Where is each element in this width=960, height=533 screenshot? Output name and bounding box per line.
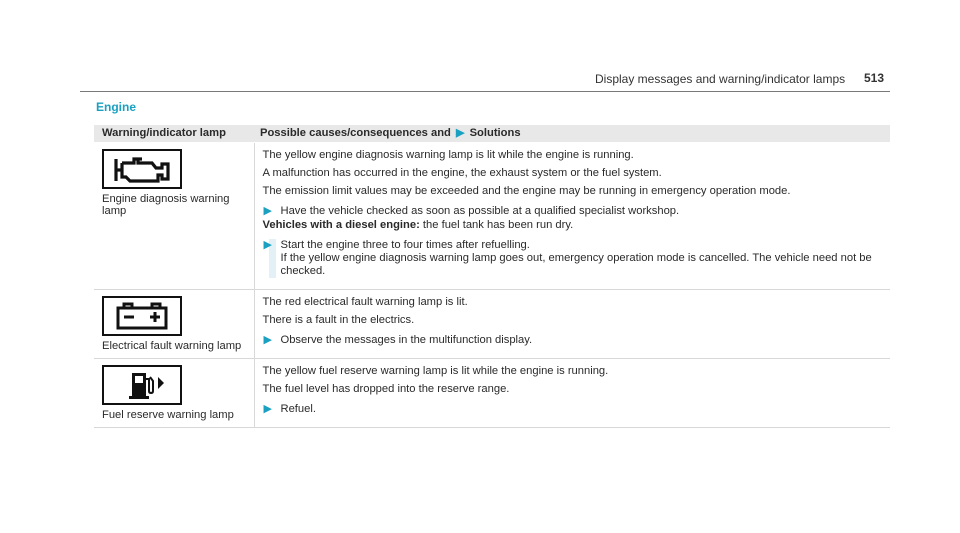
cause-text: The red electrical fault warning lamp is lit. bbox=[262, 295, 468, 308]
col-header-causes bbox=[254, 125, 890, 142]
section-title: Engine bbox=[96, 100, 137, 114]
lamp-name: Electrical fault warning lamp bbox=[102, 339, 242, 352]
header-rule bbox=[80, 91, 890, 92]
solution-text: If the yellow engine diagnosis warning lamp goes out, emergency operation mode is cancelled. The vehicle need not be checked. bbox=[280, 251, 872, 277]
page-number: 513 bbox=[864, 71, 885, 85]
engine-icon bbox=[102, 149, 182, 189]
lamp-cell bbox=[94, 358, 254, 427]
lamp-cell bbox=[94, 142, 254, 289]
causes-cell bbox=[254, 142, 890, 289]
cause-text: The yellow fuel reserve warning lamp is lit while the engine is running. bbox=[262, 364, 609, 377]
solution-text: Start the engine three to four times after refuelling. bbox=[280, 238, 530, 251]
table-row bbox=[94, 358, 890, 427]
solution-step bbox=[263, 239, 885, 278]
solution-text: Observe the messages in the multifunction display. bbox=[280, 333, 533, 346]
arrow-right-icon: ▶ bbox=[263, 238, 272, 251]
cause-text: The fuel level has dropped into the reserve range. bbox=[262, 382, 510, 395]
warning-lamp-table bbox=[94, 125, 890, 428]
cause-text: The yellow engine diagnosis warning lamp is lit while the engine is running. bbox=[262, 148, 634, 161]
causes-cell bbox=[254, 289, 890, 358]
diesel-note bbox=[263, 219, 885, 232]
table-header-row bbox=[94, 125, 890, 142]
solution-step bbox=[263, 403, 885, 416]
col-header-solutions-label: Solutions bbox=[469, 126, 521, 139]
solution-step bbox=[263, 205, 885, 218]
fuel-pump-icon bbox=[102, 365, 182, 405]
arrow-right-icon: ▶ bbox=[263, 402, 272, 415]
table-row bbox=[94, 142, 890, 289]
lamp-name: Engine diagnosis warning lamp bbox=[102, 192, 230, 217]
col-header-causes-label: Possible causes/consequences and bbox=[260, 126, 451, 139]
cause-text: The emission limit values may be exceeded and the engine may be running in emergency operation mode. bbox=[262, 184, 791, 197]
solution-step bbox=[263, 334, 885, 347]
col-header-lamp: Warning/indicator lamp bbox=[94, 125, 254, 142]
cause-text: A malfunction has occurred in the engine, the exhaust system or the fuel system. bbox=[262, 166, 662, 179]
arrow-right-icon: ▶ bbox=[456, 126, 465, 139]
solution-text: Have the vehicle checked as soon as possible at a qualified specialist workshop. bbox=[280, 204, 680, 217]
header-title: Display messages and warning/indicator lamps bbox=[595, 72, 846, 86]
diesel-text: the fuel tank has been run dry. bbox=[419, 218, 574, 231]
solution-text: Refuel. bbox=[280, 402, 316, 415]
lamp-cell bbox=[94, 289, 254, 358]
causes-cell bbox=[254, 358, 890, 427]
battery-icon bbox=[102, 296, 182, 336]
table-row bbox=[94, 289, 890, 358]
arrow-right-icon: ▶ bbox=[263, 333, 272, 346]
diesel-label: Vehicles with a diesel engine: bbox=[262, 218, 420, 231]
lamp-name: Fuel reserve warning lamp bbox=[102, 408, 234, 421]
arrow-right-icon: ▶ bbox=[263, 204, 272, 217]
cause-text: There is a fault in the electrics. bbox=[262, 313, 415, 326]
